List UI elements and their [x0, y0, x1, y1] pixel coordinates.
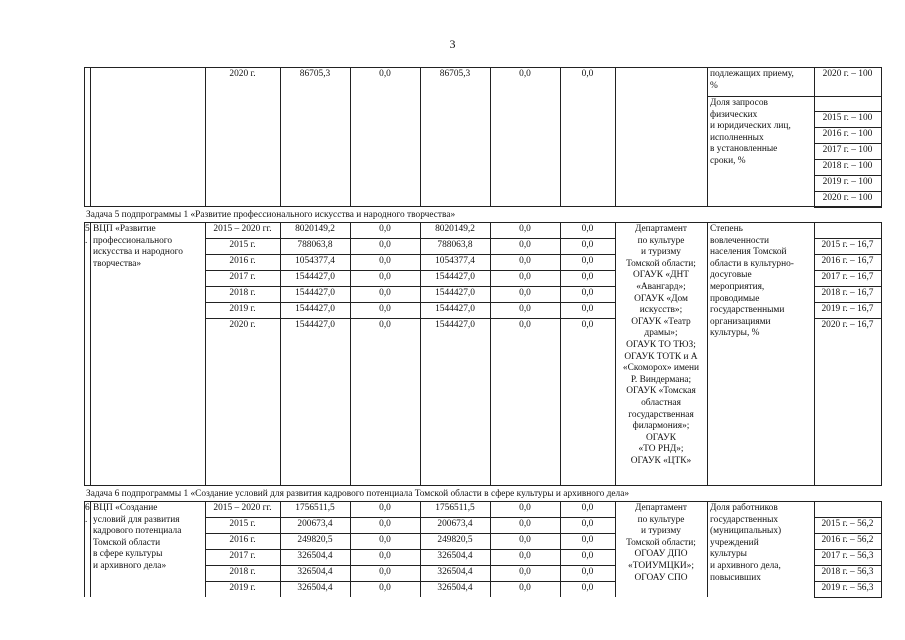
- indicator-value: 2020 г. – 100: [822, 69, 873, 79]
- executor-text-line: «Авангард»;: [636, 281, 686, 292]
- executor-text-line: искусств»;: [639, 305, 683, 316]
- indicator-value-divider: [814, 159, 882, 160]
- indicator-text-line: Степень: [710, 224, 743, 234]
- cell-year: 2017 г.: [229, 551, 256, 561]
- cell-reg: 1054377,4: [435, 256, 475, 266]
- indicator-value-divider: [814, 517, 882, 518]
- table-vline: [90, 67, 91, 206]
- task-heading: Задача 6 подпрограммы 1 «Создание условий для развития кадрового потенциала Томской области в сфере культуры и архивного дела»: [86, 489, 630, 499]
- table-vline: [615, 67, 616, 206]
- table-vline: [350, 67, 351, 206]
- indicator-prev-text-line: подлежащих приему,: [710, 69, 794, 79]
- indicator-value: 2018 г. – 56,3: [821, 567, 874, 577]
- table-vline: [90, 222, 91, 485]
- activity-name-line: условий для развития: [93, 514, 180, 525]
- table-vline: [420, 67, 421, 206]
- cell-ext: 0,0: [581, 583, 594, 593]
- executor-text-line: ОГАУК ТОТК и А: [624, 351, 698, 362]
- indicator-text-line: проводимые: [710, 293, 760, 304]
- indicator-text-line: и архивного дела,: [710, 560, 781, 571]
- executor-text-line: «ТОИУМЦКИ»;: [628, 560, 694, 571]
- cell-ext: 0,0: [581, 240, 594, 250]
- indicator-value-divider: [814, 581, 882, 582]
- activity-name-line: профессионального: [93, 235, 173, 246]
- indicator-value-divider: [814, 549, 882, 550]
- cell-loc: 0,0: [519, 256, 531, 266]
- activity-name: [93, 503, 203, 573]
- row-divider: [205, 517, 616, 518]
- table-top-border: [84, 67, 882, 68]
- cell-loc: 0,0: [519, 304, 531, 314]
- cell-fed: 0,0: [379, 288, 391, 298]
- row-number-suffix: .: [85, 236, 88, 246]
- cell-reg: 1544427,0: [435, 320, 475, 330]
- cell-ext: 0,0: [581, 256, 594, 266]
- table-vline: [560, 67, 561, 206]
- cell-loc: 0,0: [519, 272, 531, 282]
- indicator-value: 2020 г. – 100: [822, 193, 873, 203]
- indicator-value: 2020 г. – 16,7: [821, 320, 874, 330]
- indicator-value: 2015 г. – 56,2: [821, 519, 874, 529]
- indicator-value-divider: [814, 254, 882, 255]
- indicator-text-line: в установленные: [710, 144, 778, 155]
- indicator-value: 2019 г. – 56,3: [821, 583, 874, 593]
- indicator-text: [710, 224, 814, 340]
- activity-name-line: кадрового потенциала: [93, 526, 182, 537]
- indicator-value: 2017 г. – 100: [822, 145, 873, 155]
- indicator-text-line: учреждений: [710, 537, 759, 548]
- indicator-value-divider: [814, 302, 882, 303]
- cell-reg: 1544427,0: [435, 288, 475, 298]
- table-vline: [881, 222, 882, 485]
- cell-reg: 326504,4: [437, 551, 473, 561]
- cell-year: 2020 г.: [229, 320, 256, 330]
- indicator-value-divider: [814, 597, 882, 598]
- indicator-prev-text: [710, 69, 814, 92]
- table-vline: [707, 501, 708, 597]
- cell-total: 8020149,2: [295, 224, 335, 234]
- indicator-prev-text-line: %: [710, 80, 718, 91]
- indicator-value-divider: [814, 533, 882, 534]
- indicator-text-line: Доля запросов: [710, 98, 768, 108]
- cell-reg: 1544427,0: [435, 272, 475, 282]
- indicator-value-divider: [814, 207, 882, 208]
- task-heading-border: [84, 222, 882, 223]
- cell-loc: 0,0: [519, 288, 531, 298]
- cell-ext: 0,0: [581, 288, 594, 298]
- executor-text-line: ОГАУК «Томская: [626, 386, 696, 397]
- executor-text-line: ОГАУК: [645, 432, 676, 443]
- indicator-value: 2019 г. – 16,7: [821, 304, 874, 314]
- cell-total: 326504,4: [297, 583, 333, 593]
- indicator-value: 2015 г. – 100: [822, 113, 873, 123]
- cell-ext: 0,0: [581, 320, 594, 330]
- indicator-value-divider: [814, 286, 882, 287]
- cell-fed: 0,0: [379, 256, 391, 266]
- indicator-value: 2017 г. – 56,3: [821, 551, 874, 561]
- cell-total: 1054377,4: [295, 256, 335, 266]
- task-heading: Задача 5 подпрограммы 1 «Развитие профессионального искусства и народного творчества»: [86, 210, 456, 220]
- indicator-value-divider: [814, 127, 882, 128]
- table-vline: [707, 222, 708, 485]
- indicator-text-line: населения Томской: [710, 247, 787, 258]
- table-vline: [707, 67, 708, 206]
- cell-total: 1756511,5: [295, 503, 335, 513]
- cell-year: 2015 г.: [229, 519, 256, 529]
- executor-text-line: Департамент: [635, 503, 687, 513]
- indicator-text-line: государственных: [710, 514, 779, 525]
- row-number: 5: [85, 224, 90, 234]
- cell-reg: 326504,4: [437, 583, 473, 593]
- executor-text-line: Р. Виндермана;: [630, 374, 692, 385]
- cell-fed: 0,0: [379, 551, 391, 561]
- cell-ext: 0,0: [581, 519, 594, 529]
- cell-fed: 0,0: [379, 519, 391, 529]
- indicator-text-line: области в культурно-: [710, 258, 794, 269]
- indicator-divider: [707, 96, 882, 97]
- cell-total: 249820,5: [297, 535, 333, 545]
- row-divider: [205, 286, 616, 287]
- indicator-value-divider: [814, 191, 882, 192]
- cell-loc: 0,0: [519, 69, 531, 79]
- cell-year: 2016 г.: [229, 535, 256, 545]
- executor-text-line: государственная: [628, 409, 694, 420]
- indicator-text-line: физических: [710, 109, 758, 120]
- indicator-text-line: культуры, %: [710, 328, 760, 339]
- executor-text-line: филармония»;: [632, 421, 690, 432]
- executor-text-line: ОГОАУ ДПО: [634, 549, 688, 560]
- executor-text-line: ОГАУК ТО ТЮЗ;: [626, 339, 696, 350]
- row-divider: [205, 565, 616, 566]
- cell-fed: 0,0: [379, 224, 391, 234]
- cell-total: 1544427,0: [295, 304, 335, 314]
- cell-fed: 0,0: [379, 567, 391, 577]
- indicator-text-line: исполненных: [710, 132, 764, 143]
- indicator-value: 2018 г. – 16,7: [821, 288, 874, 298]
- activity-name-line: в сфере культуры: [93, 549, 163, 560]
- executor-text-line: ОГАУК «Дом: [634, 293, 688, 304]
- cell-total: 1544427,0: [295, 320, 335, 330]
- indicator-value-divider: [814, 318, 882, 319]
- cell-fed: 0,0: [379, 583, 391, 593]
- cell-year: 2019 г.: [229, 583, 256, 593]
- cell-year: 2017 г.: [229, 272, 256, 282]
- indicator-text: [710, 98, 814, 168]
- cell-loc: 0,0: [519, 583, 531, 593]
- cell-fed: 0,0: [379, 240, 391, 250]
- executor-text-line: по культуре: [637, 235, 685, 246]
- executor-text-line: Департамент: [635, 224, 687, 234]
- task-heading-border: [84, 485, 882, 486]
- cell-total: 326504,4: [297, 567, 333, 577]
- activity-name-line: искусства и народного: [93, 247, 183, 258]
- indicator-value-divider: [814, 111, 882, 112]
- task-heading-border: [84, 206, 882, 207]
- activity-name-line: Томской области: [93, 537, 161, 548]
- row-divider: [205, 581, 616, 582]
- cell-year: 2018 г.: [229, 567, 256, 577]
- executor-text-line: Томской области;: [626, 258, 696, 269]
- indicator-text-line: организациями: [710, 316, 771, 327]
- cell-total: 86705,3: [299, 69, 331, 79]
- row-divider: [205, 549, 616, 550]
- cell-reg: 1756511,5: [435, 503, 475, 513]
- executor-text-line: ОГАУК «ДНТ: [633, 270, 689, 281]
- row-number-suffix: .: [85, 515, 88, 525]
- page-number: 3: [449, 37, 456, 51]
- cell-reg: 788063,8: [437, 240, 473, 250]
- table-vline: [84, 222, 88, 485]
- executor-text-line: Томской области;: [626, 537, 696, 548]
- indicator-value: 2019 г. – 100: [822, 177, 873, 187]
- indicator-value-divider: [814, 565, 882, 566]
- cell-loc: 0,0: [519, 519, 531, 529]
- cell-ext: 0,0: [581, 304, 594, 314]
- row-divider: [205, 270, 616, 271]
- indicator-value: 2017 г. – 16,7: [821, 272, 874, 282]
- indicator-text-line: культуры: [710, 549, 747, 560]
- cell-reg: 249820,5: [437, 535, 473, 545]
- cell-reg: 200673,4: [437, 519, 473, 529]
- cell-ext: 0,0: [581, 535, 594, 545]
- table-vline: [490, 67, 491, 206]
- cell-total: 200673,4: [297, 519, 333, 529]
- table-vline: [280, 67, 281, 206]
- cell-total: 1544427,0: [295, 288, 335, 298]
- activity-name-line: и архивного дела»: [93, 560, 167, 571]
- task-heading-border: [84, 501, 882, 502]
- cell-year: 2015 г.: [229, 240, 256, 250]
- executor-text-line: по культуре: [637, 514, 685, 525]
- cell-total: 1544427,0: [295, 272, 335, 282]
- row-divider: [205, 302, 616, 303]
- cell-reg: 8020149,2: [435, 224, 475, 234]
- executor-text-line: «ТО РНД»;: [638, 444, 684, 455]
- indicator-value: 2016 г. – 16,7: [821, 256, 874, 266]
- row-divider: [205, 254, 616, 255]
- cell-loc: 0,0: [519, 240, 531, 250]
- cell-year: 2016 г.: [229, 256, 256, 266]
- indicator-text-line: повысивших: [710, 572, 761, 583]
- indicator-text-line: досуговые: [710, 270, 752, 281]
- cell-reg: 1544427,0: [435, 304, 475, 314]
- indicator-text-line: сроки, %: [710, 155, 746, 166]
- cell-fed: 0,0: [379, 304, 391, 314]
- activity-name-line: ВЦП «Развитие: [93, 224, 156, 234]
- executor-text-line: областная: [641, 397, 681, 408]
- table-vline: [84, 67, 85, 206]
- indicator-value: 2016 г. – 56,2: [821, 535, 874, 545]
- cell-year: 2019 г.: [229, 304, 256, 314]
- row-divider: [205, 238, 616, 239]
- cell-year: 2015 – 2020 гг.: [213, 503, 272, 513]
- cell-ext: 0,0: [581, 567, 594, 577]
- cell-ext: 0,0: [581, 272, 594, 282]
- activity-name-line: творчества»: [93, 258, 142, 269]
- indicator-value-divider: [814, 175, 882, 176]
- table-vline: [205, 67, 206, 206]
- cell-loc: 0,0: [519, 224, 531, 234]
- cell-fed: 0,0: [379, 503, 391, 513]
- executor-text-line: и туризму: [641, 526, 681, 537]
- cell-year: 2020 г.: [229, 69, 256, 79]
- cell-loc: 0,0: [519, 320, 531, 330]
- indicator-value-divider: [814, 270, 882, 271]
- table-vline: [90, 501, 91, 597]
- executor-text-line: «Скоморох» имени: [622, 363, 700, 374]
- executor-text-line: драмы»;: [644, 328, 678, 339]
- executor-text-line: ОГАУК «ЦТК»: [630, 455, 692, 466]
- cell-ext: 0,0: [581, 551, 594, 561]
- cell-loc: 0,0: [519, 535, 531, 545]
- indicator-value: 2018 г. – 100: [822, 161, 873, 171]
- executor-text-line: ОГАУК «Театр: [631, 316, 691, 327]
- indicator-text-line: (муниципальных): [710, 526, 782, 537]
- row-number: 6: [85, 503, 90, 513]
- indicator-text-line: Доля работников: [710, 503, 778, 513]
- indicator-value-divider: [814, 238, 882, 239]
- cell-reg: 86705,3: [439, 69, 471, 79]
- cell-ext: 0,0: [581, 503, 594, 513]
- cell-loc: 0,0: [519, 551, 531, 561]
- indicator-text-line: и юридических лиц,: [710, 121, 791, 132]
- cell-ext: 0,0: [581, 224, 594, 234]
- cell-reg: 326504,4: [437, 567, 473, 577]
- cell-total: 326504,4: [297, 551, 333, 561]
- executor-text-line: ОГОАУ СПО: [634, 572, 688, 583]
- indicator-value-divider: [814, 143, 882, 144]
- cell-fed: 0,0: [379, 320, 391, 330]
- cell-loc: 0,0: [519, 567, 531, 577]
- cell-year: 2018 г.: [229, 288, 256, 298]
- cell-fed: 0,0: [379, 69, 391, 79]
- cell-loc: 0,0: [519, 503, 531, 513]
- row-divider: [205, 533, 616, 534]
- indicator-text-line: государственными: [710, 305, 785, 316]
- cell-ext: 0,0: [581, 69, 594, 79]
- table-vline: [881, 67, 882, 206]
- cell-year: 2015 – 2020 гг.: [213, 224, 272, 234]
- indicator-value: 2016 г. – 100: [822, 129, 873, 139]
- executor-text-line: и туризму: [641, 247, 681, 258]
- cell-fed: 0,0: [379, 535, 391, 545]
- indicator-text-line: мероприятия,: [710, 281, 765, 292]
- indicator-text: [710, 503, 814, 584]
- indicator-text-line: вовлеченности: [710, 235, 770, 246]
- executor-text: [615, 224, 707, 467]
- activity-name: [93, 224, 203, 270]
- executor-text: [615, 503, 707, 584]
- indicator-value: 2015 г. – 16,7: [821, 240, 874, 250]
- row-divider: [205, 318, 616, 319]
- activity-name-line: ВЦП «Создание: [93, 503, 158, 513]
- cell-fed: 0,0: [379, 272, 391, 282]
- cell-total: 788063,8: [297, 240, 333, 250]
